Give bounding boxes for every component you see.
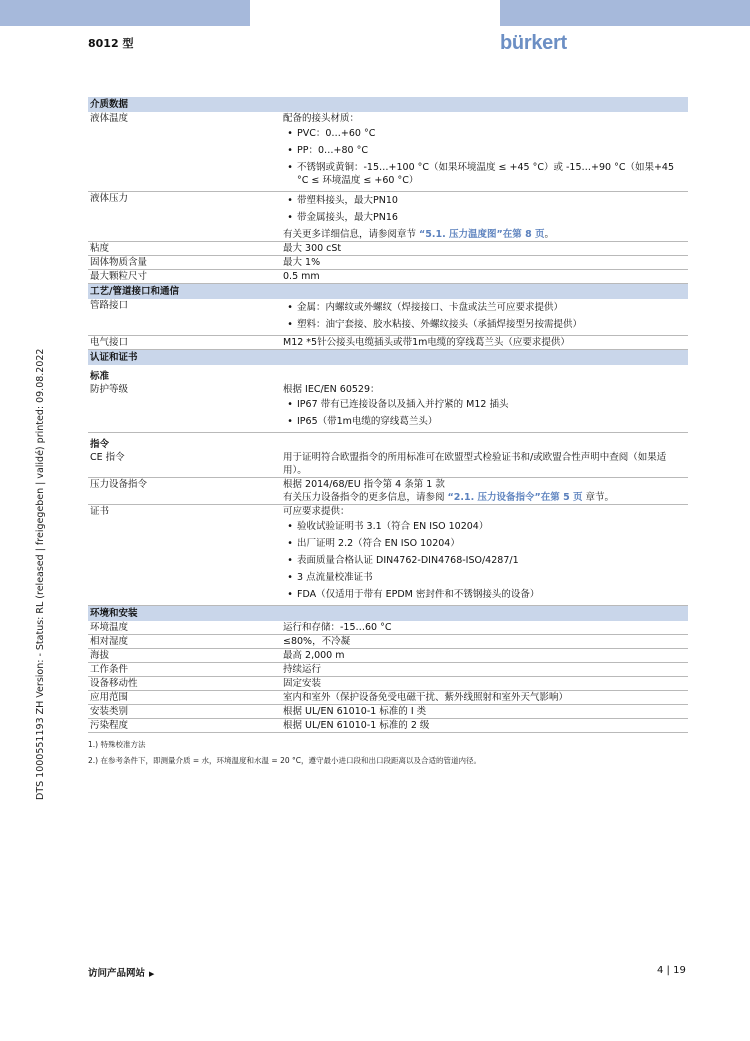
spec-value-text: 持续运行 <box>283 664 322 675</box>
spec-value-text: 用于证明符合欧盟指令的所用标准可在欧盟型式检验证书和/或欧盟合性声明中查阅（如果适用）。 <box>283 452 667 476</box>
spec-intro: 可应要求提供： <box>283 506 350 517</box>
spec-value <box>283 383 688 432</box>
spec-row <box>88 383 688 433</box>
spec-label: CE 指令 <box>90 452 125 463</box>
spec-value <box>283 505 688 605</box>
bullet-icon: • <box>287 212 293 223</box>
spec-row <box>88 451 688 478</box>
spec-value-text: 最高 2,000 m <box>283 650 345 661</box>
burkert-logo: bürkert <box>500 32 567 54</box>
page-number: 4 | 19 <box>657 965 686 976</box>
bullet-item <box>283 301 688 314</box>
bullet-item <box>283 318 688 331</box>
section-header <box>88 97 688 112</box>
note-text: 有关更多详细信息，请参阅章节 <box>283 229 420 240</box>
bullet-item <box>283 211 688 224</box>
bullet-item <box>283 127 688 140</box>
header-bar-right <box>500 0 750 26</box>
spec-label: 液体温度 <box>90 113 129 124</box>
spec-row <box>88 621 688 635</box>
subsection-title: 标准 <box>90 371 110 382</box>
spec-label: 工作条件 <box>90 664 129 675</box>
spec-row <box>88 705 688 719</box>
spec-value-text: 固定安装 <box>283 678 322 689</box>
spec-value <box>283 299 688 335</box>
footnotes <box>88 739 481 771</box>
spec-row <box>88 691 688 705</box>
bullet-icon: • <box>287 162 293 173</box>
bullet-icon: • <box>287 521 293 532</box>
bullet-text: IP67 带有已连接设备以及插入并拧紧的 M12 插头 <box>297 399 509 410</box>
spec-intro: 配备的接头材质： <box>283 113 360 124</box>
spec-value <box>283 336 688 349</box>
bullet-text: 塑料：油宁套接、胶水粘接、外螺纹接头（承插焊接型另按需提供） <box>297 319 583 330</box>
product-website-link[interactable] <box>88 965 154 979</box>
spec-row <box>88 663 688 677</box>
bullet-icon: • <box>287 589 293 600</box>
bullet-item <box>283 161 688 187</box>
bullet-item <box>283 588 688 601</box>
bullet-icon: • <box>287 416 293 427</box>
spec-value-text: 根据 UL/EN 61010-1 标准的 2 级 <box>283 720 430 731</box>
bullet-icon: • <box>287 572 293 583</box>
bullet-text: 表面质量合格认证 DIN4762-DIN4768-ISO/4287/1 <box>297 555 519 566</box>
spec-label: 环境温度 <box>90 622 129 633</box>
spec-value <box>283 478 688 504</box>
spec-label: 最大颗粒尺寸 <box>90 271 148 282</box>
bullet-icon: • <box>287 555 293 566</box>
spec-value <box>283 719 688 732</box>
note-text: 。 <box>544 229 555 240</box>
spec-value <box>283 270 688 283</box>
spec-row <box>88 299 688 336</box>
spec-row <box>88 677 688 691</box>
note-text: 章节。 <box>582 492 615 503</box>
spec-row <box>88 256 688 270</box>
spec-label: 污染程度 <box>90 720 129 731</box>
spec-value <box>283 635 688 648</box>
spec-value <box>283 705 688 718</box>
bullet-text: FDA（仅适用于带有 EPDM 密封件和不锈钢接头的设备） <box>297 589 540 600</box>
spec-value <box>283 112 688 191</box>
bullet-item <box>283 194 688 207</box>
arrow-right-icon: ▶ <box>149 970 155 978</box>
bullet-icon: • <box>287 538 293 549</box>
spec-label: 液体压力 <box>90 193 129 204</box>
spec-value-text: ≤80%，不冷凝 <box>283 636 351 647</box>
spec-value-text: 最大 300 cSt <box>283 243 342 254</box>
spec-row <box>88 719 688 733</box>
product-website-label: 访问产品网站 <box>88 968 146 979</box>
bullet-icon: • <box>287 399 293 410</box>
spec-label: 应用范围 <box>90 692 129 703</box>
spec-row <box>88 635 688 649</box>
section-title: 介质数据 <box>90 99 129 110</box>
bullet-text: 金属：内螺纹或外螺纹（焊接接口、卡盘或法兰可应要求提供） <box>297 302 564 313</box>
bullet-icon: • <box>287 145 293 156</box>
bullet-item <box>283 415 688 428</box>
header-bar-left <box>0 0 250 26</box>
section-title: 工艺/管道接口和通信 <box>90 286 179 297</box>
bullet-text: 不锈钢或黄铜：-15…+100 °C（如果环境温度 ≤ +45 °C）或 -15…+90 °C（如果+45 °C ≤ 环境温度 ≤ +60 °C） <box>297 162 674 186</box>
chapter-link[interactable]: “2.1. 压力设备指令”在第 5 页 <box>447 492 583 503</box>
spec-row <box>88 336 688 350</box>
bullet-icon: • <box>287 128 293 139</box>
bullet-icon: • <box>287 302 293 313</box>
bullet-text: PVC：0…+60 °C <box>297 128 376 139</box>
bullet-item <box>283 537 688 550</box>
subsection-title: 指令 <box>90 439 110 450</box>
bullet-icon: • <box>287 195 293 206</box>
bullet-item <box>283 554 688 567</box>
spec-value-text: 根据 UL/EN 61010-1 标准的 I 类 <box>283 706 427 717</box>
subsection-header <box>88 365 688 383</box>
section-header <box>88 606 688 621</box>
footnote: 1.) 特殊校准方法 <box>88 740 146 749</box>
spec-label: 压力设备指令 <box>90 479 148 490</box>
spec-value-text: 最大 1% <box>283 257 321 268</box>
bullet-text: 验收试验证明书 3.1（符合 EN ISO 10204） <box>297 521 489 532</box>
spec-value-text: 运行和存储：-15…60 °C <box>283 622 392 633</box>
spec-label: 管路接口 <box>90 300 129 311</box>
bullet-icon: • <box>287 319 293 330</box>
bullet-text: 出厂证明 2.2（符合 EN ISO 10204） <box>297 538 460 549</box>
spec-label: 证书 <box>90 506 110 517</box>
note-text: 有关压力设备指令的更多信息，请参阅 <box>283 492 448 503</box>
bullet-item <box>283 520 688 533</box>
spec-label: 固体物质含量 <box>90 257 148 268</box>
spec-value-text: 室内和室外（保护设备免受电磁干扰、紫外线照射和室外天气影响） <box>283 692 569 703</box>
spec-value <box>283 451 688 477</box>
bullet-text: 3 点流量校准证书 <box>297 572 373 583</box>
bullet-item <box>283 144 688 157</box>
bullet-text: PP：0…+80 °C <box>297 145 368 156</box>
spec-label: 相对湿度 <box>90 636 129 647</box>
spec-label: 防护等级 <box>90 384 129 395</box>
spec-row <box>88 112 688 192</box>
spec-note <box>283 491 688 504</box>
spec-intro: 根据 2014/68/EU 指令第 4 条第 1 款 <box>283 479 445 490</box>
spec-value <box>283 621 688 634</box>
spec-value-text: 0.5 mm <box>283 271 320 282</box>
spec-note <box>283 228 688 241</box>
spec-value <box>283 242 688 255</box>
section-title: 认证和证书 <box>90 352 138 363</box>
spec-row <box>88 270 688 284</box>
bullet-text: IP65（带1m电缆的穿线葛兰头） <box>297 416 438 427</box>
spec-row <box>88 242 688 256</box>
section-title: 环境和安装 <box>90 608 138 619</box>
bullet-text: 带金属接头，最大PN16 <box>297 212 398 223</box>
spec-value <box>283 256 688 269</box>
spec-value <box>283 192 688 241</box>
spec-label: 安装类别 <box>90 706 129 717</box>
bullet-item <box>283 398 688 411</box>
spec-row <box>88 505 688 606</box>
spec-value <box>283 663 688 676</box>
spec-label: 电气接口 <box>90 337 129 348</box>
spec-value-text: M12 *5针公接头电缆插头或带1m电缆的穿线葛兰头（应要求提供） <box>283 337 570 348</box>
spec-value <box>283 691 688 704</box>
model-title: 8012 型 <box>88 37 134 50</box>
bullet-text: 带塑料接头，最大PN10 <box>297 195 398 206</box>
spec-row <box>88 478 688 505</box>
spec-row <box>88 649 688 663</box>
spec-value <box>283 677 688 690</box>
section-header <box>88 350 688 365</box>
footnote: 2.) 在参考条件下，即测量介质 = 水，环境温度和水温 = 20 °C，遵守最小进口段和出口段距离以及合适的管道内径。 <box>88 756 481 765</box>
spec-value <box>283 649 688 662</box>
chapter-link[interactable]: “5.1. 压力温度图”在第 8 页 <box>419 229 545 240</box>
spec-intro: 根据 IEC/EN 60529： <box>283 384 380 395</box>
spec-label: 海拔 <box>90 650 110 661</box>
print-status-text: DTS 1000551193 ZH Version: - Status: RL (released | freigegeben | validé) printed: 09.08.2022 <box>35 348 46 800</box>
spec-label: 粘度 <box>90 243 110 254</box>
bullet-item <box>283 571 688 584</box>
spec-row <box>88 192 688 242</box>
section-header <box>88 284 688 299</box>
spec-label: 设备移动性 <box>90 678 138 689</box>
subsection-header <box>88 433 688 451</box>
spec-table <box>88 97 688 733</box>
